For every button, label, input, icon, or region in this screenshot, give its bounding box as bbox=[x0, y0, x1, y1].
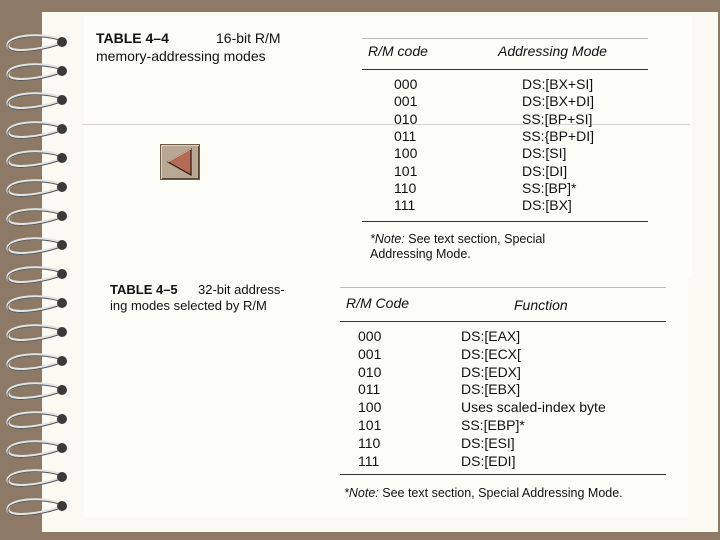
table1-note bbox=[370, 232, 545, 246]
table1-row-mode: DS:[BX] bbox=[522, 197, 572, 214]
spiral-coil bbox=[8, 36, 62, 51]
table1-row-code: 011 bbox=[394, 127, 417, 144]
spiral-hole bbox=[57, 240, 67, 250]
table1-bottom-rule bbox=[362, 221, 648, 222]
spiral-hole bbox=[57, 501, 67, 511]
spiral-hole bbox=[57, 385, 67, 395]
table1-note-line1: See text section, Special bbox=[408, 232, 546, 246]
table2-row-mode: DS:[EDI] bbox=[461, 452, 516, 469]
table1-row-mode: DS:[DI] bbox=[522, 162, 568, 179]
table2-row-code: 001 bbox=[358, 345, 382, 362]
section-divider bbox=[82, 124, 690, 125]
table1-row-code: 010 bbox=[394, 110, 418, 127]
table2-caption-number: TABLE 4–5 bbox=[110, 282, 178, 297]
table1-row-mode: DS:[SI] bbox=[522, 145, 567, 162]
spiral-coil bbox=[8, 94, 62, 109]
spiral-hole bbox=[57, 327, 67, 337]
table2-row-code: 110 bbox=[358, 434, 381, 451]
table2-row-code: 101 bbox=[358, 417, 382, 433]
table2-row-mode: DS:[ECX[ bbox=[461, 345, 521, 362]
table2-caption-line1: 32-bit address- bbox=[198, 282, 285, 297]
table2-top-rule bbox=[340, 287, 666, 288]
spiral-coil bbox=[8, 297, 62, 312]
table1-row-mode: SS:[BP+SI] bbox=[522, 110, 593, 127]
table2-note-text: See text section, Special Addressing Mode. bbox=[382, 486, 623, 500]
table1-note-line2: Addressing Mode. bbox=[370, 247, 471, 261]
spiral-hole bbox=[57, 153, 67, 163]
spiral-coil bbox=[8, 123, 62, 138]
table1-row-mode: SS:[BP]* bbox=[522, 179, 577, 196]
spiral-hole bbox=[57, 211, 67, 221]
spiral-hole bbox=[57, 124, 67, 134]
spiral-coil bbox=[8, 326, 62, 341]
spiral-hole bbox=[57, 414, 67, 424]
spiral-coil bbox=[8, 413, 62, 428]
table1-top-rule bbox=[362, 38, 648, 39]
table2-note bbox=[344, 486, 623, 500]
table2-caption-line2: ing modes selected by R/M bbox=[110, 298, 267, 313]
spiral-coil bbox=[8, 442, 62, 457]
table1-header-rule bbox=[362, 69, 648, 70]
table2-header-rule bbox=[340, 321, 666, 322]
spiral-hole bbox=[57, 269, 67, 279]
spiral-coil bbox=[8, 268, 62, 283]
spiral-binding-icon bbox=[0, 0, 80, 540]
spiral-hole bbox=[57, 356, 67, 366]
spiral-coil bbox=[8, 500, 62, 515]
table1-caption bbox=[96, 30, 169, 46]
table1-row-mode: DS:[BX+SI] bbox=[522, 76, 594, 92]
spiral-hole bbox=[57, 37, 67, 47]
table2-row-mode: DS:[ESI] bbox=[461, 434, 515, 451]
spiral-coil bbox=[8, 239, 62, 254]
table2-row-mode: SS:[EBP]* bbox=[461, 417, 525, 433]
spiral-coil bbox=[8, 384, 62, 399]
table1-row-code: 111 bbox=[394, 197, 416, 214]
table2-row-code: 111 bbox=[358, 452, 380, 469]
table1-row-code: 001 bbox=[394, 93, 418, 110]
table1-caption-line2: memory-addressing modes bbox=[96, 48, 266, 64]
back-button[interactable] bbox=[160, 144, 200, 180]
table2-note-label: *Note: bbox=[344, 486, 379, 500]
table2-row-mode: DS:[EAX] bbox=[461, 328, 521, 344]
table2-header-function: Function bbox=[514, 297, 568, 313]
table2-row-mode: DS:[EBX] bbox=[461, 381, 521, 398]
spiral-coil bbox=[8, 210, 62, 225]
table1-row-mode: DS:[BX+DI] bbox=[522, 93, 594, 110]
table1-row-code: 000 bbox=[394, 76, 418, 92]
spiral-hole bbox=[57, 66, 67, 76]
table2-header-code: R/M Code bbox=[346, 295, 410, 311]
spiral-coil bbox=[8, 65, 62, 80]
table1-header-code: R/M code bbox=[368, 43, 428, 59]
table2-row-code: 100 bbox=[358, 399, 382, 416]
table1-row-code: 110 bbox=[394, 179, 417, 196]
table1-row-mode: SS:{BP+DI] bbox=[522, 127, 594, 144]
spiral-coil bbox=[8, 152, 62, 167]
table1-caption-number: TABLE 4–4 bbox=[96, 30, 169, 46]
table1-header-mode: Addressing Mode bbox=[498, 43, 607, 59]
table2-bottom-rule bbox=[340, 474, 666, 475]
table2-row-code: 000 bbox=[358, 328, 382, 344]
table2-row-code: 010 bbox=[358, 363, 382, 380]
table1-row-code: 100 bbox=[394, 145, 418, 162]
spiral-hole bbox=[57, 298, 67, 308]
table2-caption bbox=[110, 282, 178, 297]
spiral-coil bbox=[8, 181, 62, 196]
table2-row-mode: DS:[EDX] bbox=[461, 363, 521, 380]
spiral-coil bbox=[8, 355, 62, 370]
spiral-hole bbox=[57, 443, 67, 453]
left-triangle-icon bbox=[161, 145, 199, 179]
table1-note-label: *Note: bbox=[370, 232, 405, 246]
table2-row-code: 011 bbox=[358, 381, 381, 398]
spiral-coil bbox=[8, 471, 62, 486]
spiral-hole bbox=[57, 182, 67, 192]
table1-row-code: 101 bbox=[394, 162, 418, 179]
table2-row-mode: Uses scaled-index byte bbox=[461, 399, 606, 416]
table1-caption-line1: 16-bit R/M bbox=[216, 30, 281, 46]
spiral-hole bbox=[57, 472, 67, 482]
spiral-hole bbox=[57, 95, 67, 105]
